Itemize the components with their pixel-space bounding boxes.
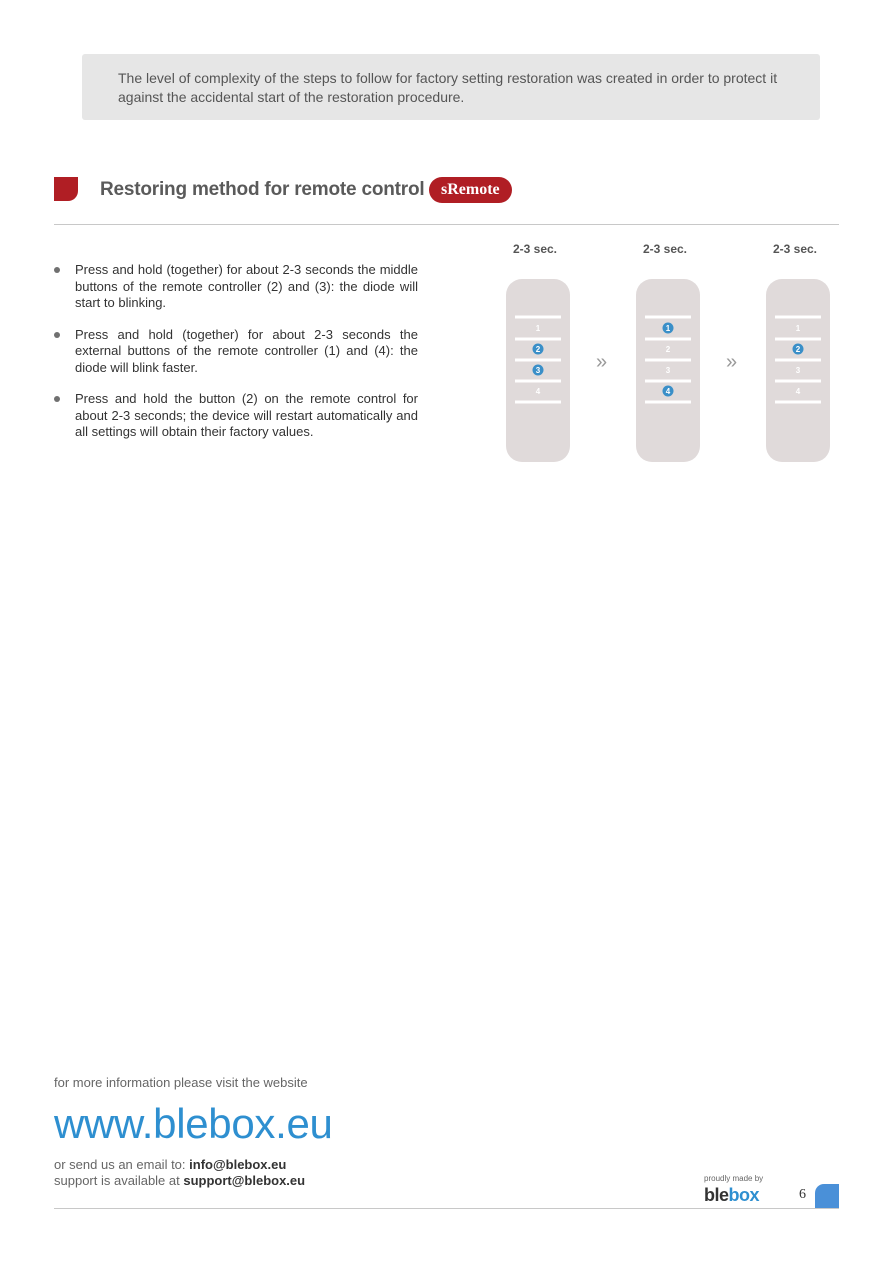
remote-button-label: 2 [795, 345, 801, 354]
support-prefix: support is available at [54, 1173, 184, 1188]
step-text: Press and hold the button (2) on the remote control for about 2-3 seconds; the device will restart automatically and all settings will obtain their factory values. [75, 391, 418, 439]
blebox-logo [704, 1185, 759, 1206]
footer-divider [54, 1208, 839, 1209]
list-item [54, 327, 418, 377]
website-link[interactable]: www.blebox.eu [54, 1100, 333, 1147]
support-email-link[interactable]: support@blebox.eu [183, 1173, 306, 1188]
steps-list [54, 262, 418, 456]
next-arrow-icon: » [596, 351, 608, 373]
bullet-icon [54, 396, 60, 402]
remote-button-label: 1 [535, 324, 541, 333]
email-prefix: or send us an email to: [54, 1157, 190, 1172]
page-number: 6 [799, 1187, 806, 1202]
remote-button-label: 4 [535, 387, 541, 396]
remote-button-label: 4 [795, 387, 801, 396]
info-note [82, 54, 820, 120]
bullet-icon [54, 332, 60, 338]
bullet-icon [54, 267, 60, 273]
list-item [54, 391, 418, 441]
remote-button-label: 4 [665, 387, 671, 396]
remote-button-label: 1 [665, 324, 671, 333]
section-divider [54, 224, 839, 225]
section-title: Restoring method for remote control [100, 179, 425, 200]
remote-buttons-graphic [506, 279, 570, 462]
remote-illustration [636, 279, 700, 462]
remote-button-label: 3 [665, 366, 671, 375]
page-corner-tab [815, 1184, 839, 1208]
step-text: Press and hold (together) for about 2-3 seconds the middle buttons of the remote controller (2) and (3): the diode will start to blinking. [75, 262, 418, 310]
list-item [54, 262, 418, 312]
remote-buttons-graphic [636, 279, 700, 462]
time-label: 2-3 sec. [642, 242, 688, 256]
made-by-text: proudly made by [704, 1174, 764, 1183]
info-note-text: The level of complexity of the steps to follow for factory setting restoration was created in order to protect it against the accidental start of the restoration procedure. [118, 70, 778, 105]
remote-illustration [506, 279, 570, 462]
remote-button-label: 3 [535, 366, 541, 375]
remote-button-label: 1 [795, 324, 801, 333]
contact-info [54, 1157, 305, 1189]
time-label: 2-3 sec. [512, 242, 558, 256]
remote-illustration [766, 279, 830, 462]
logo-part-2: box [728, 1185, 760, 1205]
remote-button-label: 3 [795, 366, 801, 375]
email-link[interactable]: info@blebox.eu [189, 1157, 287, 1172]
remote-button-label: 2 [665, 345, 671, 354]
remote-button-label: 2 [535, 345, 541, 354]
section-marker [54, 177, 78, 201]
next-arrow-icon: » [726, 351, 738, 373]
product-badge: sRemote [429, 177, 512, 203]
step-text: Press and hold (together) for about 2-3 seconds the external buttons of the remote controller (1) and (4): the diode will blink faster. [75, 326, 418, 375]
logo-part-1: ble [704, 1185, 729, 1205]
remote-buttons-graphic [766, 279, 830, 462]
visit-text: for more information please visit the website [54, 1075, 308, 1090]
time-label: 2-3 sec. [772, 242, 818, 256]
